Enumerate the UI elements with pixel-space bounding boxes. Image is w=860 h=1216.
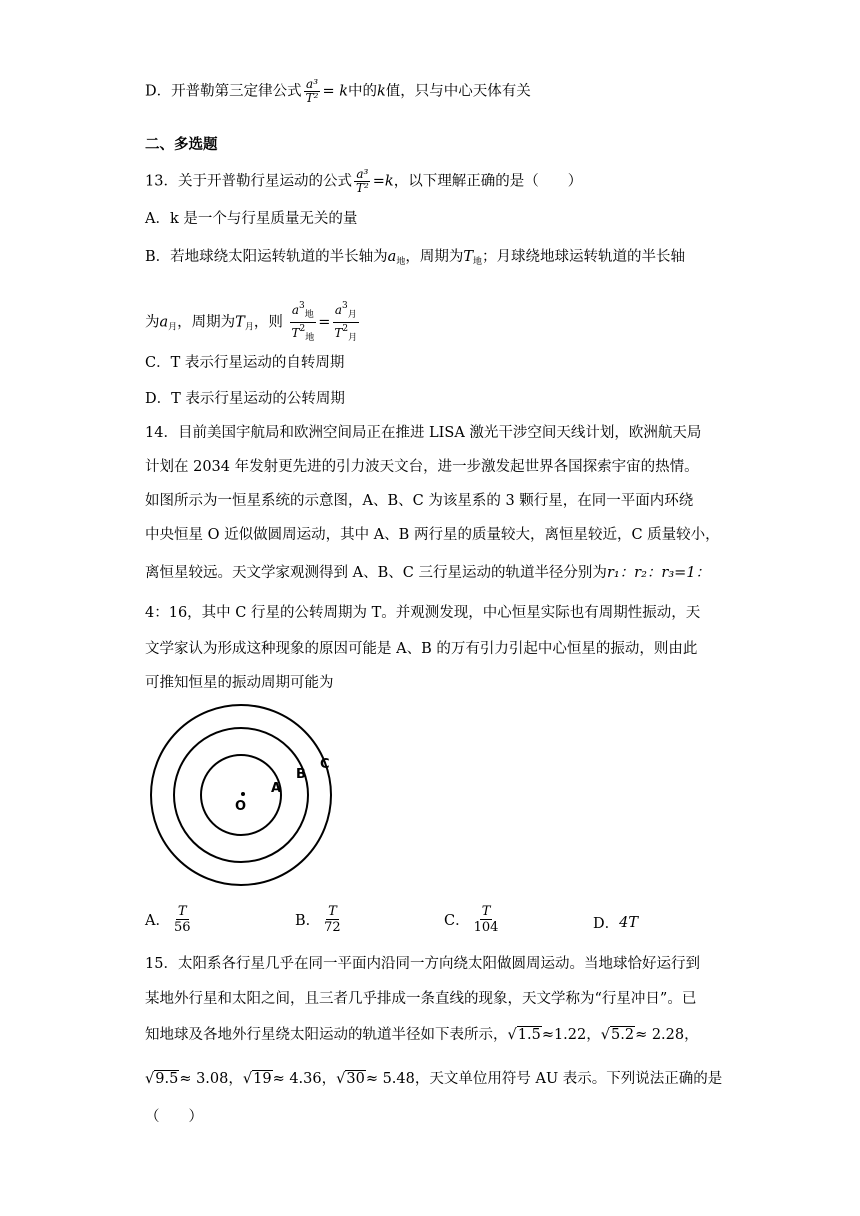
formula-numerator: a³	[306, 77, 319, 91]
frac-T: T	[291, 326, 300, 340]
formula-denominator: T²	[305, 91, 319, 105]
option-den: 56	[173, 920, 191, 935]
formula-eq: = k	[322, 83, 348, 100]
q13-stem	[145, 168, 582, 195]
option-den: 104	[473, 920, 499, 935]
q14-option-d	[593, 912, 638, 933]
q14-line: 中央恒星 O 近似做圆周运动，其中 A、B 两行星的质量较大，离恒星较近，C 质量较小，	[145, 527, 720, 543]
q14-option-b	[295, 904, 345, 935]
q12-d-suffix2: 值，只与中心天体有关	[385, 83, 531, 100]
formula-denominator: T²	[355, 181, 369, 195]
sub-earth-2: 地	[473, 257, 483, 267]
q12-option-d	[145, 78, 531, 105]
sub-earth: 地	[396, 257, 406, 267]
q12-d-suffix1: 中的	[348, 83, 377, 100]
a-earth: a	[387, 249, 397, 265]
approx-value: ≈ 3.08，	[179, 1071, 243, 1087]
frac-sub-m2: 月	[348, 333, 358, 343]
option-num: T	[328, 904, 337, 919]
option-den: 72	[324, 920, 341, 935]
formula-eq: =k	[372, 173, 394, 190]
q14-line: 如图所示为一恒星系统的示意图，A、B、C 为该星系的 3 颗行星，在同一平面内环绕	[145, 493, 694, 509]
q14-line: 4：16，其中 C 行星的公转周期为 T。并观测发现，中心恒星实际也有周期性振动，天	[145, 605, 701, 621]
option-num: T	[177, 904, 187, 919]
q14-line: 文学家认为形成这种现象的原因可能是 A、B 的万有引力引起中心恒星的振动，则由此	[145, 641, 698, 657]
sqrt-value: 5.2	[611, 1027, 635, 1043]
sub-moon: 月	[168, 322, 178, 333]
q13-option-c: C．T 表示行星运动的自转周期	[145, 355, 345, 371]
orbit-b	[174, 728, 308, 862]
star-o-dot	[241, 792, 245, 796]
q15-line: 某地外行星和太阳之间，且三者几乎排成一条直线的现象，天文学称为“行星冲日”。已	[145, 991, 697, 1007]
q13-option-d: D．T 表示行星运动的公转周期	[145, 391, 345, 407]
q13-option-a: A．k 是一个与行星质量无关的量	[145, 211, 358, 227]
option-text: 4T	[619, 914, 639, 931]
sqrt-value: 19	[253, 1071, 272, 1087]
q13-option-b-line1	[145, 246, 685, 273]
q13-option-b-line2: 为$a_月$，周期为$T_月$，则 $\frac{a^3_地}{T^2_地}$ = $\frac{a^3_月}{T^2_月}$	[145, 301, 358, 343]
sqrt-value: 30	[346, 1071, 365, 1087]
q14-option-a	[145, 904, 195, 935]
q15-line-4: √9.5≈ 3.08，√19≈ 4.36，√30≈ 5.48，天文单位用符号 AU 表示。下列说法正确的是	[145, 1071, 723, 1087]
orbit-c	[151, 705, 331, 885]
option-label: D．	[593, 916, 620, 932]
q14-line: 可推知恒星的振动周期可能为	[145, 675, 334, 691]
q13-formula	[354, 168, 371, 195]
option-label: B．	[295, 913, 321, 929]
q13-stem-prefix: 13．关于开普勒行星运动的公式	[145, 173, 352, 190]
q15-line-3: 知地球及各地外行星绕太阳运动的轨道半径如下表所示，√1.5≈1.22，√5.2≈ 2.28，	[145, 1027, 699, 1043]
q15-line: 15．太阳系各行星几乎在同一平面内沿同一方向绕太阳做圆周运动。当地球恰好运行到	[145, 956, 700, 972]
sqrt-value: 9.5	[155, 1071, 179, 1087]
T-earth: T	[463, 249, 473, 265]
k-symbol: k	[377, 83, 386, 100]
q13-b-text5: ，周期为	[177, 314, 236, 331]
earth-ratio: $\frac{a^3_地}{T^2_地}$	[291, 301, 315, 343]
T-moon: T	[235, 314, 245, 331]
label-c: C	[320, 757, 330, 772]
q13-b-text3: ；月球绕地球运转轨道的半长轴	[482, 249, 686, 265]
q15-tail: 天文单位用符号 AU 表示。下列说法正确的是	[429, 1071, 723, 1087]
frac-a-m: a	[334, 303, 342, 317]
q14-option-c	[444, 904, 502, 935]
orbit-a	[201, 755, 281, 835]
frac-sub: 地	[304, 310, 314, 320]
q14-line: 14．目前美国宇航局和欧洲空间局正在推进 LISA 激光干涉空间天线计划，欧洲航天局	[145, 425, 702, 441]
label-b: B	[296, 767, 306, 782]
q13-b-text1: B．若地球绕太阳运转轨道的半长轴为	[145, 249, 388, 265]
q13-stem-suffix: ，以下理解正确的是（ ）	[393, 173, 583, 190]
option-label: C．	[444, 913, 470, 929]
q13-b-text2: ，周期为	[405, 249, 464, 265]
formula-numerator: a³	[356, 167, 369, 181]
q13-b-text4: 为	[145, 314, 160, 331]
frac-T-m: T	[334, 326, 343, 340]
option-label: A．	[145, 913, 170, 929]
frac-sub2: 地	[305, 333, 315, 343]
q14-line-ratio	[145, 562, 710, 584]
q12-d-prefix: D．开普勒第三定律公式	[145, 83, 302, 100]
approx-value: ≈ 5.48，	[365, 1071, 430, 1087]
a-moon: a	[159, 314, 169, 331]
frac-sub-m: 月	[347, 310, 357, 320]
option-num: T	[481, 904, 491, 919]
approx-value: ≈ 4.36，	[272, 1071, 337, 1087]
sub-moon-2: 月	[244, 322, 254, 333]
q14-line: 离恒星较远。天文学家观测得到 A、B、C 三行星运动的轨道半径分别为	[145, 565, 607, 581]
kepler-formula	[304, 78, 321, 105]
q13-b-text6: ，则	[253, 314, 283, 331]
frac-a: a	[291, 303, 300, 317]
approx-value: ≈ 2.28，	[635, 1027, 699, 1043]
section-title: 二、多选题	[145, 136, 218, 153]
orbit-diagram	[145, 700, 345, 890]
label-a: A	[271, 781, 282, 796]
moon-ratio: $\frac{a^3_月}{T^2_月}$	[334, 301, 358, 343]
q14-line: 计划在 2034 年发射更先进的引力波天文台，进一步激发起世界各国探索宇宙的热情。	[145, 459, 699, 475]
approx-value: ≈1.22，	[541, 1027, 601, 1043]
sqrt-value: 1.5	[517, 1027, 541, 1043]
q15-line: 知地球及各地外行星绕太阳运动的轨道半径如下表所示，	[145, 1027, 508, 1043]
label-o: O	[235, 799, 247, 814]
radius-ratio: r₁：r₂：r₃=1：	[606, 565, 711, 581]
q15-answer-paren: （ ）	[145, 1109, 203, 1125]
